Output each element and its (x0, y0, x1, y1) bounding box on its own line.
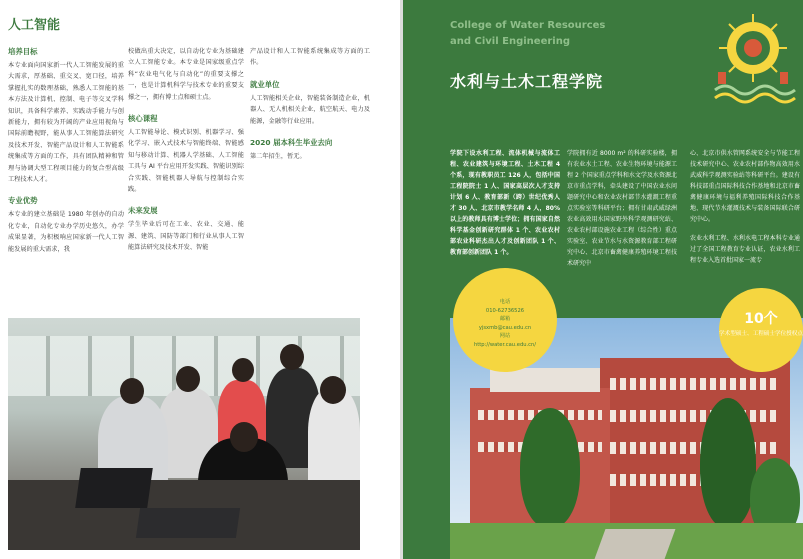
college-name-chinese: 水利与土木工程学院 (450, 72, 604, 91)
tree (700, 398, 756, 528)
building-windows (610, 378, 780, 390)
right-page (403, 0, 803, 559)
college-column-3 (690, 148, 800, 274)
paragraph-facilities: 学院拥有近 8000 m² 的科研实验楼，拥有农业水土工程、农业生物环境与能源工程 2 个国家重点学科和水文学及水资源北京市重点学科，牵头建设了中国农业水问题研究中心和农业农村部节水灌溉工程重点实验室等科研平台；拥有甘肃武威绿洲农业高效用水国家野外科学观测研究站、农业农村部设施农业工程（综合性）重点实验室、农业节水与水资源教育部工程研究中心、北京市畜禽健康养殖环境工程技术研究中 (567, 150, 677, 267)
degree-count-caption: 学术型硕士、工程硕士学位授权点 (719, 331, 803, 337)
student-head (280, 344, 304, 370)
college-name-english-line1: College of Water Resources (450, 20, 606, 31)
website-url: http://water.cau.edu.cn/ (473, 341, 537, 348)
section-heading-advantages: 专业优势 (8, 196, 38, 206)
paragraph-goals: 本专业面向国家新一代人工智能发展的重大需求，厚基础、重交叉、宽口径，培养掌握扎实的数理基础，熟悉人工智能的基本方法及计算机、控制、电子等交叉学科知识，具备科学素养、实践动手能力与创新能力，拥有较为开阔的产业应用视角与国际前瞻视野，能从事人工智能算法研究及技术开发、智能产品设计和人工智能系统集成等方面的工作，具有团队精神和管理与协调大型工程项目能力的复合型高级工程技术人才。 (8, 62, 124, 184)
walkway (595, 529, 676, 559)
college-name-english-line2: and Civil Engineering (450, 36, 570, 47)
paragraph-platforms: 心、北京市供水管网系统安全与节能工程技术研究中心、农业农村部作物高效用水武威科学观测实验站等科研平台。建设有科技部重点国际科技合作基地和北京市畜禽健康环境与福利养殖国际科技合作基地、现代节水灌溉技术与装备国际联合研究中心。 (690, 150, 800, 223)
email-address: yjsxmb@cau.edu.cn (478, 324, 532, 331)
column-3 (250, 46, 370, 172)
phone-label: 电话 (499, 299, 511, 305)
college-emblem-icon (710, 12, 796, 108)
student-head (120, 378, 144, 404)
student-head (176, 366, 200, 392)
laptop (136, 508, 240, 538)
phone-number: 010-62736526 (485, 307, 525, 314)
section-heading-employers: 就业单位 (250, 79, 280, 89)
student-head (230, 422, 258, 452)
major-title: 人工智能 (8, 18, 61, 33)
section-heading-courses: 核心课程 (128, 114, 158, 124)
paragraph-graduates: 第二年招生，暂无。 (250, 153, 306, 161)
laptop (75, 468, 153, 508)
section-heading-future: 未来发展 (128, 206, 158, 216)
section-heading-graduates: 2020 届本科生毕业去向 (250, 138, 333, 148)
paragraph-advantages: 本专业的建立基础是 1980 年创办的自动化专业，自动化专业办学历史悠久，办学成果显著，为积极响应国家新一代人工智能发展的重大需求，我 (8, 211, 124, 253)
student-head (320, 376, 346, 404)
college-column-1 (450, 148, 560, 266)
college-column-2 (567, 148, 677, 277)
building-windows (610, 410, 780, 422)
email-label: 邮箱 (499, 316, 511, 323)
paragraph-courses: 人工智能导论、模式识别、机器学习、强化学习、嵌入式技术与智能终端、智能感知与移动计算、机器人学基础、人工智能工具与 AI 平台应用开发实践、智能识别综合实践、智能机器人导航与控制综合实践。 (128, 129, 244, 194)
section-heading-goals: 培养目标 (8, 47, 38, 56)
paragraph-future: 学生毕业后可在工业、农业、交通、能源、建筑、国防等部门和行业从事人工智能算法研究及技术开发、智能 (128, 221, 244, 252)
paragraph-accreditation: 农业水利工程、水利水电工程本科专业通过了全国工程教育专业认证，农业水利工程专业入选首批国家一流专 (690, 235, 800, 264)
lab-students-photo (8, 318, 360, 550)
tree (520, 408, 580, 528)
column-2 (128, 46, 244, 264)
paragraph-departments: 学院下设水利工程、流体机械与流体工程、农业建筑与环境工程、土木工程 4 个系，现有教职员工 126 人，包括中国工程院院士 1 人、国家高层次人才支持计划 6 人、教育部新（跨）世纪优秀人才 30 人、北京市教学名师 4 人，80% 以上的教师具有博士学位；拥有国家自然科学基金创新研究群体 1 个、农业农村部农业科研杰出人才及创新团队 1 个、教育部创新团队 1 个。 (450, 150, 560, 256)
column-1 (8, 46, 124, 265)
paragraph-advantages-cont: 校做出重大决定，以自动化专业为基础建立人工智能专业。本专业是国家级重点学科“农业电气化与自动化”的重要支撑之一，也是计算机科学与技术专业的重要支撑之一，拥有博士点和硕士点。 (128, 48, 244, 101)
website-label: 网站 (499, 333, 511, 340)
student-head (232, 358, 254, 382)
paragraph-employers: 人工智能相关企业，智能装备制造企业，机器人、无人机相关企业，航空航天、电力及能源，金融等行业应用。 (250, 94, 370, 125)
paragraph-future-cont: 产品设计和人工智能系统集成等方面的工作。 (250, 48, 370, 67)
degree-count: 10个 (744, 311, 778, 327)
contact-badge (453, 268, 557, 372)
left-page (0, 0, 400, 559)
degree-count-badge (719, 288, 803, 372)
college-name-english (450, 18, 605, 50)
